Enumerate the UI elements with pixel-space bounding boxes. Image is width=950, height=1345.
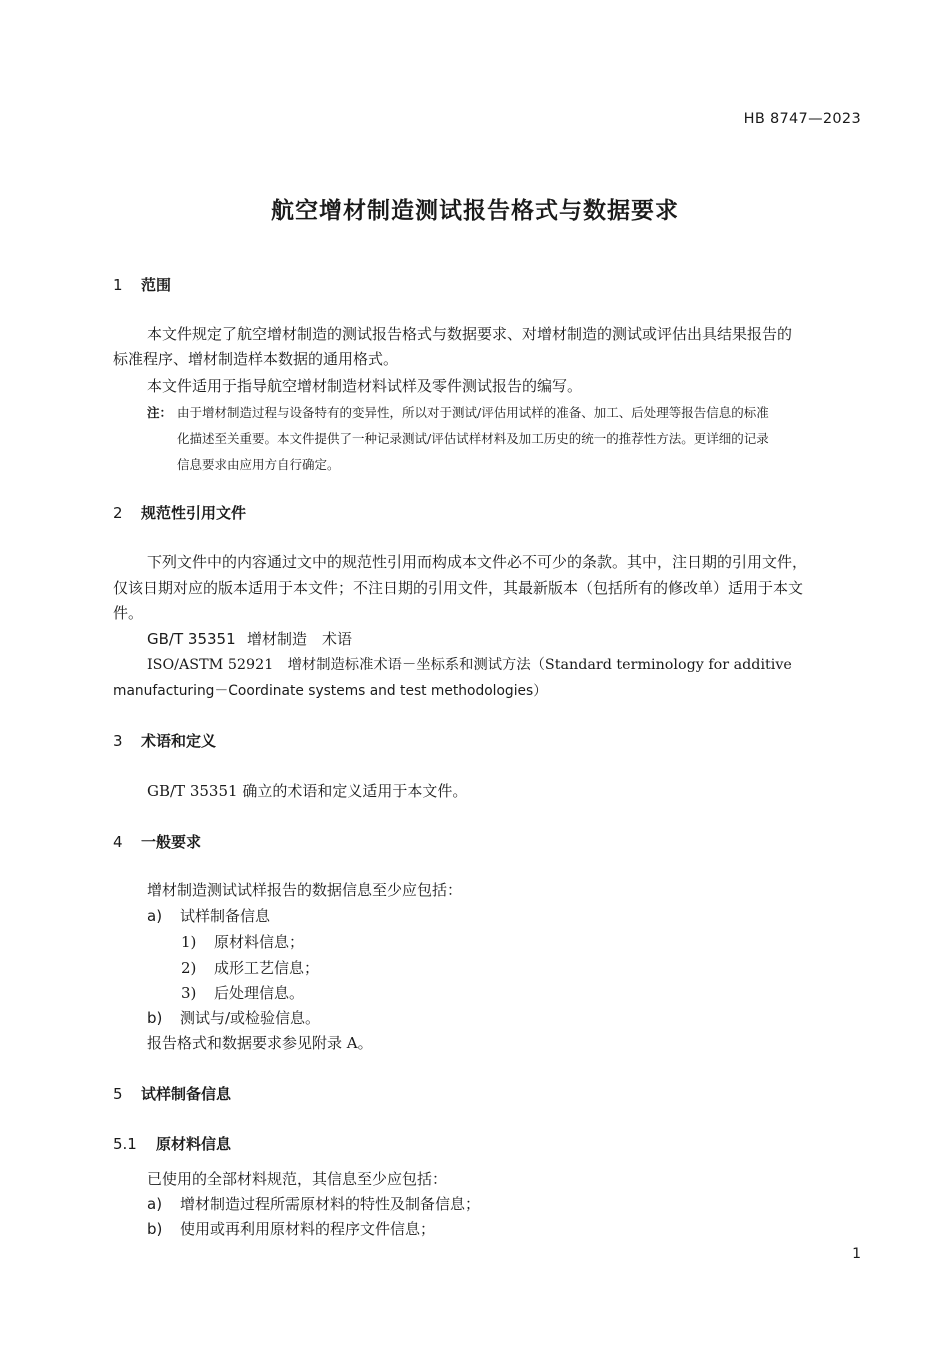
list-item xyxy=(181,957,319,978)
list-marker: 1) xyxy=(181,933,197,951)
list-marker: b) xyxy=(147,1009,163,1027)
section-number: 2 xyxy=(113,504,123,522)
note-line-1: 由于增材制造过程与设备特有的变异性，所以对于测试/评估用试样的准备、加工、后处理等报告信息的标准 xyxy=(177,405,769,420)
section-number: 1 xyxy=(113,276,123,294)
section-2-paragraph-line-2: 仅该日期对应的版本适用于本文件；不注日期的引用文件，其最新版本（包括所有的修改单）适用于本文 xyxy=(113,579,804,597)
section-1-note-line-3: 信息要求由应用方自行确定。 xyxy=(177,457,340,472)
section-title: 规范性引用文件 xyxy=(141,504,247,522)
section-1-note-line-2: 化描述至关重要。本文件提供了一种记录测试/评估试样材料及加工历史的统一的推荐性方法。更详细的记录 xyxy=(177,431,769,446)
document-title: 航空增材制造测试报告格式与数据要求 xyxy=(271,197,679,224)
section-title: 范围 xyxy=(141,276,172,294)
list-marker: 3) xyxy=(181,984,197,1002)
section-3-paragraph: GB/T 35351 确立的术语和定义适用于本文件。 xyxy=(147,782,468,800)
normative-reference-2-line-2: manufacturing－Coordinate systems and test methodologies） xyxy=(113,683,547,699)
section-5-heading xyxy=(113,1083,231,1104)
section-2-paragraph-line-1: 下列文件中的内容通过文中的规范性引用而构成本文件必不可少的条款。其中，注日期的引用文件， xyxy=(147,553,808,571)
section-2-paragraph-line-3: 件。 xyxy=(113,604,144,622)
section-title: 原材料信息 xyxy=(156,1135,232,1153)
section-2-heading xyxy=(113,502,246,523)
list-item xyxy=(147,1007,320,1028)
list-item xyxy=(147,905,270,926)
section-4-intro: 增材制造测试试样报告的数据信息至少应包括： xyxy=(147,881,463,899)
section-1-heading xyxy=(113,274,171,295)
list-item xyxy=(147,1193,480,1214)
section-1-note xyxy=(147,403,769,421)
page-number: 1 xyxy=(852,1246,861,1262)
list-text: 试样制备信息 xyxy=(180,907,271,925)
section-title: 术语和定义 xyxy=(141,732,217,750)
list-item xyxy=(181,982,304,1003)
reference-code: GB/T 35351 xyxy=(147,630,236,648)
section-number: 4 xyxy=(113,833,123,851)
list-marker: 2) xyxy=(181,959,197,977)
section-title: 试样制备信息 xyxy=(141,1085,232,1103)
section-1-paragraph-2: 本文件适用于指导航空增材制造材料试样及零件测试报告的编写。 xyxy=(147,377,583,395)
list-item xyxy=(181,931,304,952)
section-5-1-heading xyxy=(113,1133,231,1154)
list-text: 原材料信息； xyxy=(214,933,305,951)
section-number: 5 xyxy=(113,1085,123,1103)
list-marker: b) xyxy=(147,1220,163,1238)
reference-title: 增材制造 术语 xyxy=(247,630,353,648)
list-text: 测试与/或检验信息。 xyxy=(180,1009,321,1027)
section-title: 一般要求 xyxy=(141,833,202,851)
section-3-heading xyxy=(113,730,216,751)
list-text: 后处理信息。 xyxy=(214,984,305,1002)
section-number: 3 xyxy=(113,732,123,750)
list-text: 使用或再利用原材料的程序文件信息； xyxy=(180,1220,436,1238)
list-text: 增材制造过程所需原材料的特性及制备信息； xyxy=(180,1195,481,1213)
section-4-heading xyxy=(113,831,201,852)
section-5-1-intro: 已使用的全部材料规范，其信息至少应包括： xyxy=(147,1170,448,1188)
normative-reference-2-line-1: ISO/ASTM 52921 增材制造标准术语－坐标系和测试方法（Standard terminology for additive xyxy=(147,657,792,673)
section-number: 5.1 xyxy=(113,1135,137,1153)
list-marker: a) xyxy=(147,1195,163,1213)
list-marker: a) xyxy=(147,907,163,925)
section-1-paragraph-1-line-1: 本文件规定了航空增材制造的测试报告格式与数据要求、对增材制造的测试或评估出具结果报告的 xyxy=(147,325,793,343)
note-label: 注： xyxy=(147,405,173,420)
normative-reference-1 xyxy=(147,628,352,649)
section-1-paragraph-1-line-2: 标准程序、增材制造样本数据的通用格式。 xyxy=(113,350,399,368)
section-4-closing: 报告格式和数据要求参见附录 A。 xyxy=(147,1034,373,1052)
list-text: 成形工艺信息； xyxy=(214,959,320,977)
standard-code: HB 8747—2023 xyxy=(743,111,861,127)
list-item xyxy=(147,1218,435,1239)
